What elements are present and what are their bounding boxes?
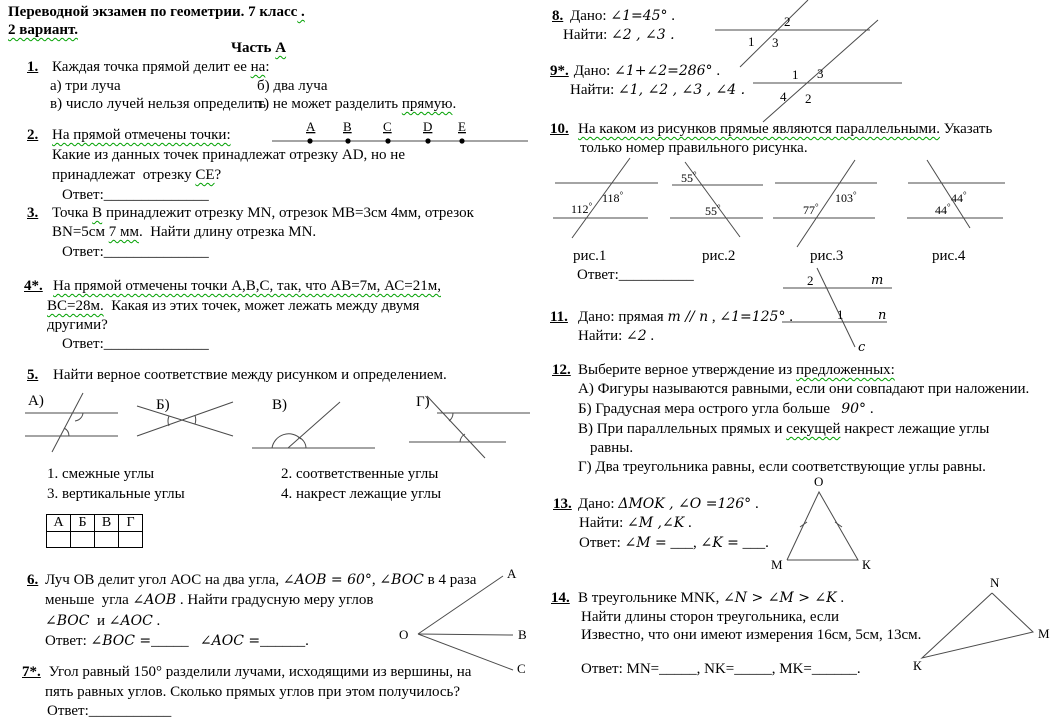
p4-number: 4*.: [24, 278, 43, 294]
p1-t1: Каждая точка прямой делит ее: [52, 59, 251, 75]
transversal: [427, 396, 485, 458]
p11-l2b: ∠2: [626, 328, 647, 344]
p11-line1: [578, 308, 793, 326]
p13-line1: [578, 495, 759, 513]
angle-2-label: 2: [807, 273, 814, 288]
p6-l1a: Луч ОВ делит угол АОС на два угла,: [45, 572, 283, 588]
p8-l2b: ∠2 , ∠3 .: [611, 27, 675, 43]
part-a-letter: А: [275, 40, 287, 56]
p5-figure-a-corresponding-angles: [20, 386, 132, 458]
vertex-k-label: К: [862, 557, 871, 572]
p2-line1: На прямой отмечены точки:: [52, 127, 231, 143]
table-header-a: А: [47, 515, 71, 532]
p8-l1c: .: [667, 8, 676, 24]
p6-l3c: ∠AOC: [108, 613, 153, 629]
p10-l1a: На каком из рисунков прямые являются параллельными.: [578, 121, 940, 137]
fig2-angle-lower: 55°: [705, 203, 721, 218]
p9-l2b: ∠1, ∠2 , ∠3 , ∠4 .: [618, 82, 746, 98]
p11-l1d: ∠1=125°: [719, 309, 786, 325]
p3-l2c: . Найти длину отрезка MN.: [138, 224, 317, 240]
ray-b-label: В: [518, 627, 527, 642]
p13-l2b: ∠M ,∠K: [627, 515, 685, 531]
p6-l2b: ∠AOB: [132, 592, 177, 608]
table-answer-cell: [119, 532, 143, 548]
p3-answer-blank: Ответ:______________: [62, 244, 209, 260]
vertex-k-label: К: [913, 658, 922, 673]
ray-c-label: С: [517, 661, 526, 676]
p12-l1a: Выберите верное утверждение из: [578, 362, 796, 378]
p8-number: 8.: [552, 8, 564, 24]
p12-option-g: Г) Два треугольника равны, если соответствующие углы равны.: [578, 459, 986, 475]
p6-answer-line: [45, 632, 309, 650]
angle-2-label: 2: [784, 14, 791, 29]
p12-b3: .: [866, 401, 874, 417]
p5-answer-table: [46, 514, 143, 548]
p13-l2c: .: [684, 515, 692, 531]
fig4-angle-upper: 44°: [951, 190, 967, 205]
p9-l2a: Найти:: [570, 82, 619, 98]
fig4-angle-lower: 44°: [935, 202, 951, 217]
p3-l1c: принадлежит отрезку MN, отрезок MB=3см 4мм, отрезок: [102, 205, 474, 221]
p2-line3: [52, 166, 221, 184]
p10-l1b: Указать: [939, 121, 993, 137]
tick-left-side: [800, 522, 807, 527]
crossing-line-2: [137, 402, 233, 436]
p12-b1: Б) Градусная мера острого угла больше: [578, 401, 842, 417]
p13-answer-line: [579, 534, 769, 552]
angle-arc: [64, 428, 69, 436]
point-e-dot: [459, 138, 464, 143]
p1-g3: .: [452, 96, 457, 112]
p13-l3b: ∠M =: [624, 535, 667, 551]
p9-l1b: ∠1+∠2=286°: [614, 63, 713, 79]
p11-l1b: m // n: [667, 309, 709, 325]
p12-option-v: [578, 420, 989, 438]
p13-l3a: Ответ:: [579, 535, 625, 551]
point-b-dot: [345, 138, 350, 143]
p5-number: 5.: [27, 367, 39, 383]
p1-number: 1.: [27, 59, 39, 75]
p10-fig3-caption: рис.3: [810, 248, 844, 264]
fig3-angle-lower: 77°: [803, 202, 819, 217]
p9-l1c: .: [712, 63, 721, 79]
p6-l3d: .: [152, 613, 161, 629]
part-a-heading: [231, 39, 286, 57]
p6-l1e: в 4 раза: [423, 572, 477, 588]
angle-3-label: 3: [817, 66, 824, 81]
p3-l1b: В: [92, 205, 103, 221]
ray: [288, 402, 340, 448]
part-a-word: Часть: [231, 40, 276, 56]
p12-v2: секущей: [786, 421, 841, 437]
p5-figure-g-alternate-angles: [403, 388, 530, 463]
point-b-label: B: [343, 119, 352, 134]
line-m-label: m: [871, 273, 884, 288]
p1-text: [52, 58, 269, 76]
p14-line2: Найти длины сторон треугольника, если: [581, 609, 840, 625]
p4-l2b: Какая из этих точек, может лежать между двумя: [103, 298, 420, 314]
p1-t2: на: [250, 59, 266, 75]
angle-2-label: 2: [805, 91, 812, 106]
p6-ansb: ∠BOC =: [90, 633, 152, 649]
table-answer-cell: [71, 532, 95, 548]
document-title: [8, 3, 305, 21]
p5-figure-v-adjacent-angles: [248, 396, 383, 454]
p6-ansd: ∠AOC =: [199, 633, 261, 649]
point-d-label: D: [423, 119, 433, 134]
p1-option-g: [258, 95, 456, 113]
point-a-label: A: [306, 119, 316, 134]
transversal-c-label: c: [858, 340, 866, 355]
p10-answer-blank: Ответ:__________: [577, 267, 694, 283]
transversal: [52, 393, 83, 452]
point-c-dot: [385, 138, 390, 143]
point-a-dot: [307, 138, 312, 143]
p9-figure-transversal: [745, 18, 910, 123]
p13-figure-isosceles-triangle: [765, 470, 880, 575]
p13-l1a: Дано:: [578, 496, 619, 512]
p13-l2a: Найти:: [579, 515, 628, 531]
p10-figures-four-diagrams: [545, 150, 1060, 250]
p2-line2: Какие из данных точек принадлежат отрезку AD, но не: [52, 147, 405, 163]
p2-l3a: принадлежат отрезку: [52, 167, 196, 183]
p6-l3b: и: [89, 613, 109, 629]
table-answer-cell: [95, 532, 119, 548]
p6-number: 6.: [27, 572, 39, 588]
p10-fig4-caption: рис.4: [932, 248, 966, 264]
p11-number: 11.: [550, 309, 568, 325]
vertex-m-label: M: [1038, 626, 1050, 641]
p14-answer-blank: Ответ: MN=_____, NK=_____, MK=______.: [581, 661, 861, 677]
p12-number: 12.: [552, 362, 571, 378]
fig1-angle-upper: 118°: [602, 190, 624, 205]
p8-l2a: Найти:: [563, 27, 612, 43]
p11-l1e: .: [785, 309, 793, 325]
p3-l2b: 7 мм: [108, 224, 139, 240]
p13-l3c: ___,: [666, 535, 701, 551]
p13-l1c: .: [751, 496, 759, 512]
table-answer-cell: [47, 532, 71, 548]
angle-arc: [195, 416, 196, 425]
p11-l2c: .: [646, 328, 655, 344]
transversal-c: [817, 268, 855, 347]
line-n-label: n: [878, 308, 887, 323]
triangle-mnk: [922, 593, 1033, 658]
p13-l3d: ∠K =: [700, 535, 739, 551]
p4-line1: На прямой отмечены точки А,В,С, так, что АВ=7м, АС=21м,: [53, 278, 441, 294]
p4-line3: другими?: [47, 317, 108, 333]
p12-v3: накрест лежащие углы: [840, 421, 990, 437]
p13-l1b: ΔMOK , ∠O =126°: [618, 496, 752, 512]
p8-l1b: ∠1=45°: [610, 8, 668, 24]
triangle-mok: [787, 492, 858, 560]
p7-line1: Угол равный 150° разделили лучами, исходящими из вершины, на: [45, 664, 472, 680]
p10-line1: [578, 120, 992, 138]
table-header-g: Г: [119, 515, 143, 532]
p9-number: 9*.: [550, 63, 569, 79]
title-text: Переводной экзамен по геометрии. 7 класс: [8, 4, 298, 20]
angle-3-label: 3: [772, 35, 779, 50]
point-e-label: E: [458, 119, 466, 134]
angle-1-label: 1: [837, 307, 844, 322]
p10-fig1-caption: рис.1: [573, 248, 607, 264]
p5-match-1: 1. смежные углы: [47, 466, 155, 482]
vertex-m-label: М: [771, 557, 783, 572]
p1-option-b: б) два луча: [257, 78, 328, 94]
p12-b2: 90°: [841, 401, 867, 417]
p13-line2: [579, 514, 692, 532]
p6-line3: [45, 612, 160, 630]
p1-g2: прямую: [401, 96, 453, 112]
variant-label: 2 вариант.: [8, 22, 78, 38]
p14-figure-scalene-triangle: [905, 575, 1063, 675]
p8-line2: [563, 26, 675, 44]
p8-l1a: Дано:: [570, 8, 611, 24]
p3-line1: [52, 204, 474, 222]
p13-l3e: ___.: [738, 535, 769, 551]
point-d-dot: [425, 138, 430, 143]
p13-number: 13.: [553, 496, 572, 512]
p6-l2c: . Найти градусную меру углов: [176, 592, 374, 608]
p11-l1c: ,: [708, 309, 720, 325]
p4-l2a: ВС=28м.: [47, 298, 104, 314]
p5-fig-a-label: А): [28, 393, 44, 409]
p10-line2: только номер правильного рисунка.: [580, 140, 808, 156]
angle-arc: [168, 416, 169, 426]
p1-t3: :: [265, 59, 270, 75]
vertex-n-label: N: [990, 575, 1000, 590]
p5-match-4: 4. накрест лежащие углы: [281, 486, 442, 502]
p2-l3c: ?: [214, 167, 222, 183]
p12-option-v-cont: равны.: [590, 440, 634, 456]
p6-anse: ______.: [260, 633, 309, 649]
p3-l2a: BN=5см: [52, 224, 109, 240]
ray-ob: [418, 634, 513, 635]
p5-fig-g-label: Г): [416, 394, 430, 410]
p4-line2: [47, 297, 419, 315]
p8-line1: [570, 7, 675, 25]
p14-l1a: В треугольнике MNK,: [578, 590, 724, 606]
p6-l1c: ,: [371, 572, 380, 588]
angle-1-label: 1: [792, 67, 799, 82]
p10-fig2-caption: рис.2: [702, 248, 736, 264]
p9-l1a: Дано:: [570, 63, 615, 79]
p5-fig-b-label: Б): [156, 397, 170, 413]
point-c-label: C: [383, 119, 392, 134]
p12-line1: [578, 361, 895, 379]
ray-oa: [418, 576, 503, 634]
p1-option-v: в) число лучей нельзя определить: [50, 96, 267, 112]
vertex-o-label: O: [399, 627, 409, 642]
p6-ansc: _____: [151, 633, 200, 649]
p9-line1: [570, 62, 720, 80]
p5-fig-v-label: В): [272, 397, 287, 413]
fig1-angle-lower: 112°: [571, 201, 593, 216]
p14-l1c: .: [836, 590, 845, 606]
p12-option-a: А) Фигуры называются равными, если они совпадают при наложении.: [578, 381, 1030, 397]
p5-figure-b-vertical-angles: [133, 392, 238, 447]
p3-l1a: Точка: [52, 205, 93, 221]
p9-line2: [570, 81, 745, 99]
p14-number: 14.: [551, 590, 570, 606]
p12-option-b: [578, 400, 874, 418]
p3-line2: [52, 223, 316, 241]
p5-line1: Найти верное соответствие между рисунком и определением.: [53, 367, 447, 383]
p6-l1d: ∠BOC: [379, 572, 424, 588]
ray-a-label: А: [507, 566, 517, 581]
crossing-line-1: [137, 406, 233, 436]
title-tail: .: [297, 4, 305, 20]
p11-line2: [578, 327, 654, 345]
p3-number: 3.: [27, 205, 39, 221]
p10-number: 10.: [550, 121, 569, 137]
p12-v1: В) При параллельных прямых и: [578, 421, 787, 437]
p6-l3a: ∠BOC: [45, 613, 90, 629]
p14-l1b: ∠N > ∠M > ∠K: [723, 590, 837, 606]
angle-4-label: 4: [780, 89, 787, 104]
p6-ansa: Ответ:: [45, 633, 91, 649]
table-header-v: В: [95, 515, 119, 532]
p2-answer-blank: Ответ:______________: [62, 187, 209, 203]
p6-l2a: меньше угла: [45, 592, 133, 608]
p6-l1b: ∠AOB = 60°: [282, 572, 372, 588]
p2-number: 2.: [27, 127, 39, 143]
p7-answer-blank: Ответ:___________: [47, 703, 172, 719]
p5-match-3: 3. вертикальные углы: [47, 486, 185, 502]
p7-number: 7*.: [22, 664, 41, 680]
p6-figure-rays-oabc: [395, 563, 535, 678]
p11-l2a: Найти:: [578, 328, 627, 344]
p2-l3b: СЕ: [195, 167, 215, 183]
vertex-o-label: O: [814, 474, 824, 489]
angle-1-label: 1: [748, 34, 755, 49]
p7-line2: пять равных углов. Сколько прямых углов при этом получилось?: [45, 684, 460, 700]
p4-answer-blank: Ответ:______________: [62, 336, 209, 352]
p11-figure-parallel-lines: [775, 262, 900, 357]
p1-option-a: а) три луча: [50, 78, 121, 94]
p11-l1a: Дано: прямая: [578, 309, 668, 325]
p12-l1b: предложенных:: [795, 362, 895, 378]
p6-line2: [45, 591, 373, 609]
p1-g1: г) не может разделить: [258, 96, 402, 112]
p5-match-2: 2. соответственные углы: [281, 466, 439, 482]
angle-arc: [75, 413, 83, 421]
fig2-angle-upper: 55°: [681, 170, 697, 185]
table-header-b: Б: [71, 515, 95, 532]
p14-line1: [578, 589, 844, 607]
fig3-angle-upper: 103°: [835, 190, 857, 205]
p14-line3: Известно, что они имеют измерения 16см, 5см, 13см.: [581, 627, 922, 643]
